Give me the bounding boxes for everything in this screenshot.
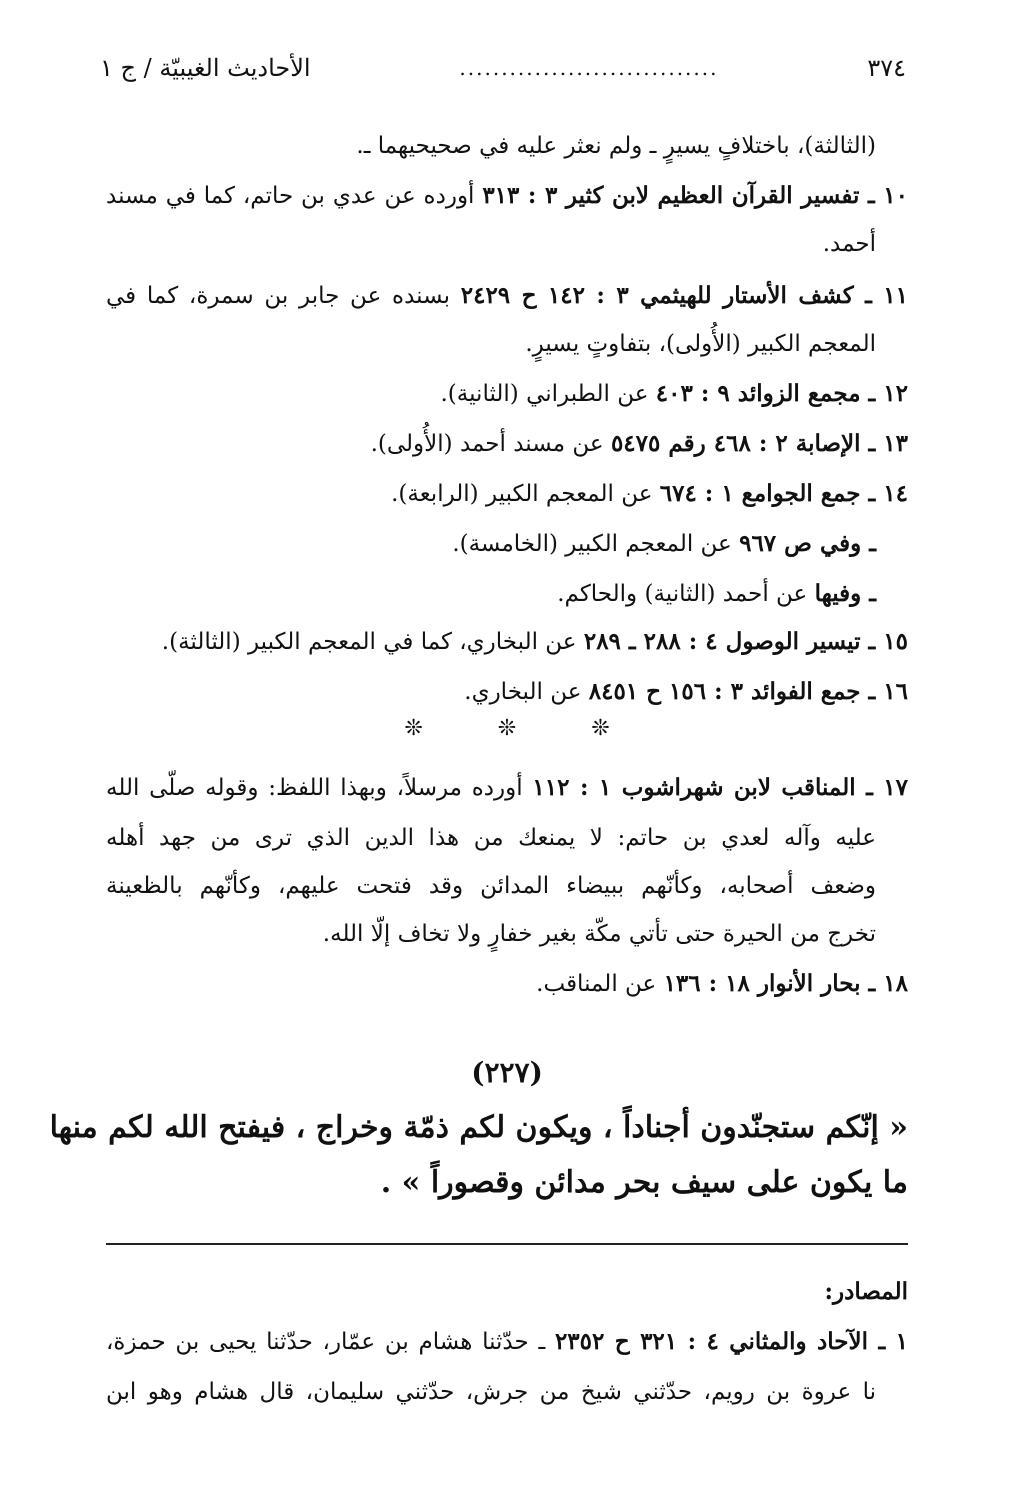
source-note: بسنده عن جابر بن سمرة، كما في [106,283,461,309]
text-line: المعجم الكبير (الأُولى)، بتفاوتٍ يسيرٍ. [525,331,876,357]
source-note: عن مسند أحمد (الأُولى). [370,431,611,457]
source-item-14 [391,474,908,514]
source-item-10 [106,176,908,216]
hadith-text-line: ما يكون على سيف بحر مدائن وقصوراً » . [380,1165,908,1200]
source-ref: ١٠ ـ تفسير القرآن العظيم لابن كثير ٣ : ٣١٣ [482,182,908,209]
source-note: عن البخاري. [464,679,589,705]
running-header [100,48,906,88]
source-ref: ١٣ ـ الإصابة ٢ : ٤٦٨ رقم ٥٤٧٥ [610,430,908,457]
text-line: تخرج من الحيرة حتى تأتي مكّة بغير خفارٍ ولا تخاف إلّا الله. [322,921,876,947]
source-item-1 [106,1322,908,1362]
source-subitem [557,574,876,614]
running-title: الأحاديث الغيبيّة / ج ١ [100,54,311,82]
source-ref: ١٥ ـ تيسير الوصول ٤ : ٢٨٨ ـ ٢٨٩ [583,628,908,655]
source-note: عن الطبراني (الثانية). [440,381,656,407]
source-ref: ١٦ ـ جمع الفوائد ٣ : ١٥٦ ح ٨٤٥١ [588,678,908,705]
source-item-13 [371,424,908,464]
source-item-11 [106,276,908,316]
source-subitem [452,524,876,564]
source-ref: ١٢ ـ مجمع الزوائد ٩ : ٤٠٣ [655,380,908,407]
source-note: عن المعجم الكبير (الرابعة). [391,481,660,507]
source-item-12 [440,374,908,414]
text-line: وضعف أصحابه، وكأنّهم ببيضاء المدائن وقد فتحت عليهم، وكأنّهم بالظعينة [106,873,876,899]
source-note: أورده عن عدي بن حاتم، كما في مسند [106,183,483,209]
text-line: (الثالثة)، باختلافٍ يسيرٍ ـ ولم نعثر عليه في صحيحيهما ـ. [356,133,876,159]
header-leader-dots: ............................... [459,56,719,80]
text-line: أحمد. [822,231,876,257]
source-ref: ١٨ ـ بحار الأنوار ١٨ : ١٣٦ [663,970,908,997]
source-note: عن البخاري، كما في المعجم الكبير (الثالثة). [161,629,584,655]
text-line: نا عروة بن رويم، حدّثني شيخ من جرش، حدّثني سليمان، قال هشام وهو ابن [106,1379,876,1405]
section-divider-stars: ❊ ❊ ❊ [404,716,644,741]
page-number: ٣٧٤ [867,54,906,82]
source-ref: ١ ـ الآحاد والمثاني ٤ : ٣٢١ ح ٢٣٥٢ [554,1328,908,1355]
source-item-17 [106,768,908,808]
source-ref: ١٧ ـ المناقب لابن شهراشوب ١ : ١١٢ [532,774,908,801]
source-item-16 [464,672,908,712]
source-note: عن أحمد (الثانية) والحاكم. [557,581,815,607]
source-note: أورده مرسلاً، وبهذا اللفظ: وقوله صلّى الله [106,775,533,801]
sources-heading: المصادر: [824,1278,908,1305]
source-note: ـ حدّثنا هشام بن عمّار، حدّثنا يحيى بن حمزة، [106,1329,555,1355]
hadith-number: (٢٢٧) [471,1056,543,1089]
hadith-text-line: « إنّكم ستجنّدون أجناداً ، ويكون لكم ذمّة وخراج ، فيفتح الله لكم منها [49,1110,908,1145]
source-ref: ١١ ـ كشف الأستار للهيثمي ٣ : ١٤٢ ح ٢٤٢٩ [460,282,908,309]
text-line: عليه وآله لعدي بن حاتم: لا يمنعك من هذا الدين الذي ترى من جهد أهله [106,825,876,851]
source-item-15 [162,622,908,662]
source-note: عن المناقب. [536,971,664,997]
source-note: عن المعجم الكبير (الخامسة). [452,531,740,557]
divider-rule [106,1243,908,1245]
source-ref: ـ وفي ص ٩٦٧ [739,530,876,557]
source-ref: ـ وفيها [814,580,876,607]
source-ref: ١٤ ـ جمع الجوامع ١ : ٦٧٤ [659,480,908,507]
source-item-18 [536,964,908,1004]
